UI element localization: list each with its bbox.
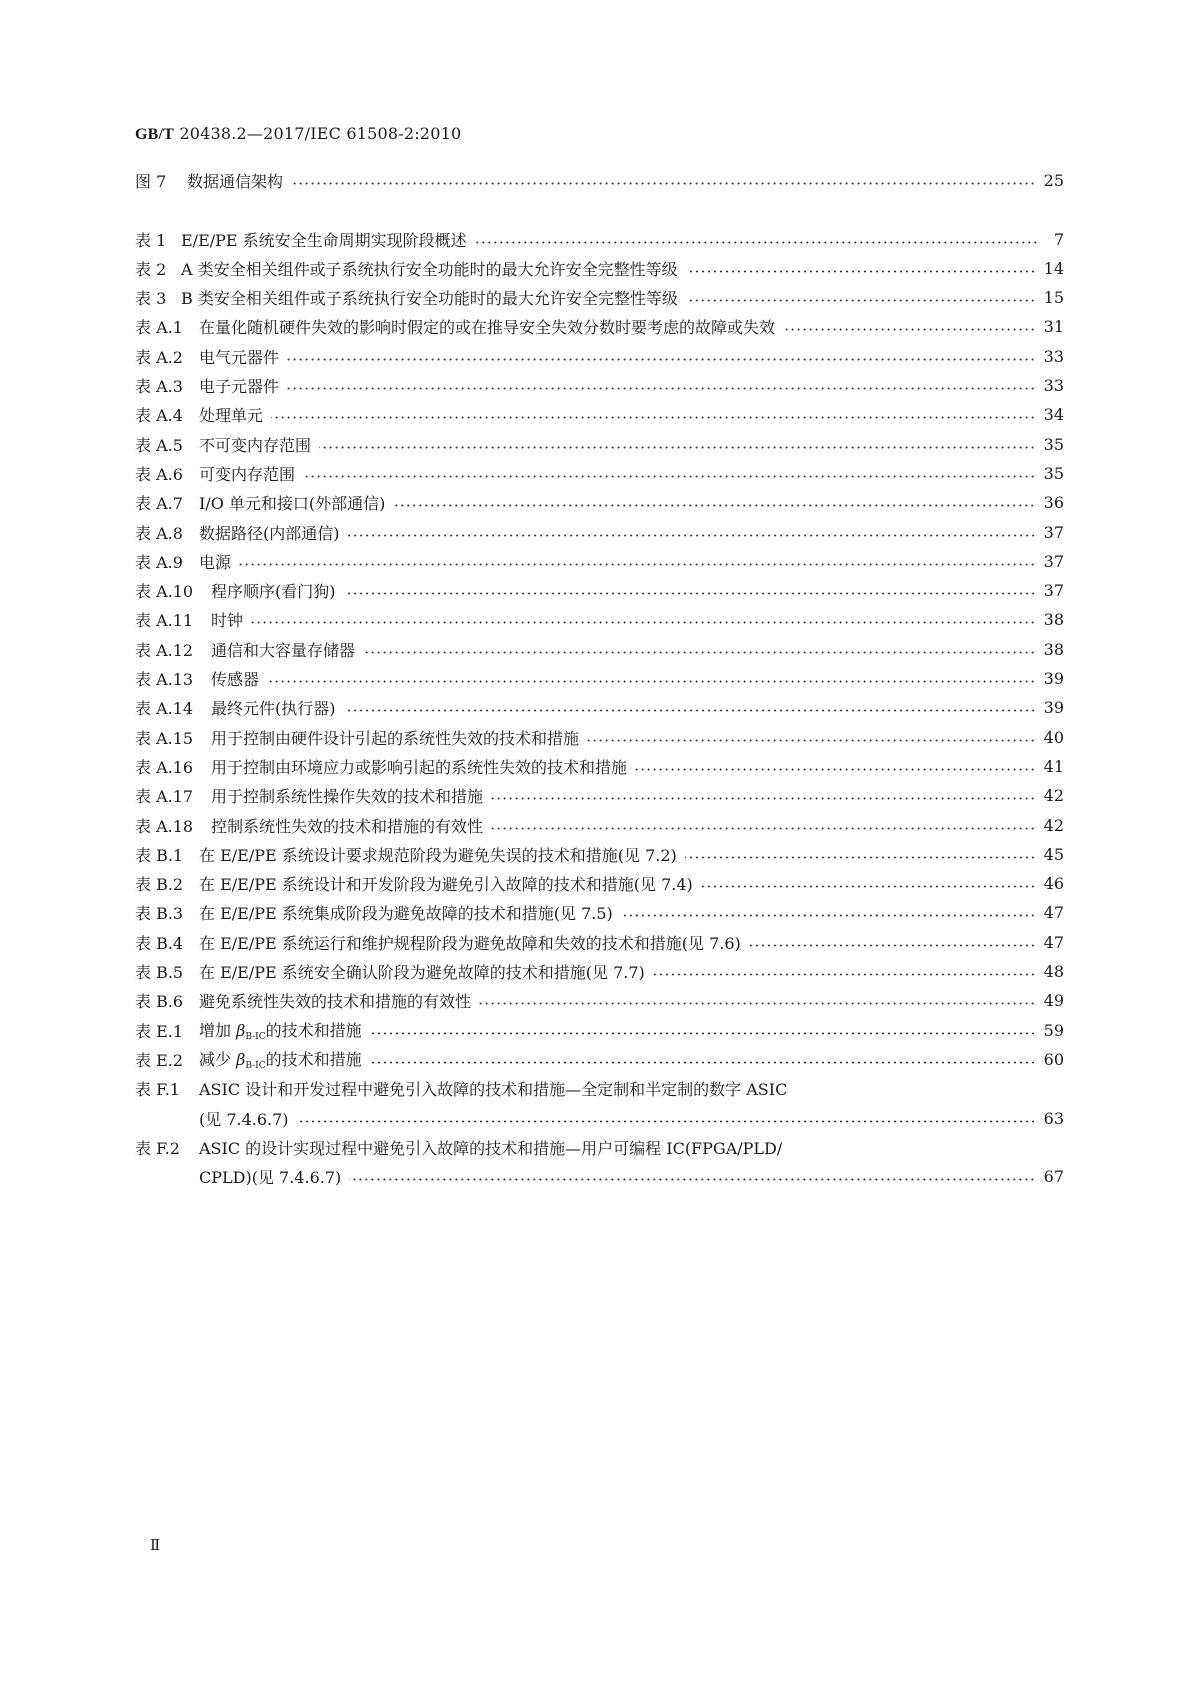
title-prefix: 增加 <box>199 1021 237 1041</box>
beta-symbol: β <box>236 1050 246 1070</box>
entry-label: 表 B.6 <box>135 992 184 1012</box>
entry-label: 表 B.5 <box>135 963 184 982</box>
toc-entry-table[interactable] <box>135 838 1064 870</box>
entry-page: 47 <box>1043 932 1064 952</box>
dot-leader <box>303 475 1036 478</box>
toc-entry-table[interactable] <box>135 663 1064 695</box>
entry-page: 34 <box>1043 405 1064 425</box>
dot-leader <box>621 914 1036 917</box>
entry-label: 表 A.11 <box>135 611 194 631</box>
entry-title: 避免系统性失效的技术和措施的有效性 <box>199 992 472 1012</box>
toc-entry-table[interactable] <box>135 282 1064 314</box>
entry-title: 控制系统性失效的技术和措施的有效性 <box>211 816 484 836</box>
entry-title: 处理单元 <box>199 406 264 426</box>
dot-leader <box>239 563 1036 566</box>
entry-page: 48 <box>1043 962 1064 981</box>
entry-label: 表 A.7 <box>135 494 183 514</box>
dot-leader <box>251 621 1036 624</box>
entry-title: 最终元件(执行器) <box>211 699 336 719</box>
entry-page: 59 <box>1043 1020 1064 1040</box>
toc-entry-table[interactable] <box>135 399 1064 431</box>
entry-title: 可变内存范围 <box>199 464 296 484</box>
entry-title: 在 E/E/PE 系统集成阶段为避免故障的技术和措施(见 7.5) <box>199 904 613 924</box>
dot-leader <box>653 973 1036 976</box>
entry-title <box>199 1018 362 1042</box>
entry-label: 表 A.5 <box>135 435 183 455</box>
entry-label: 表 B.4 <box>135 933 184 953</box>
toc-entry-table[interactable] <box>135 897 1064 929</box>
standard-number: 20438.2—2017/IEC 61508-2:2010 <box>174 124 462 143</box>
entry-page: 49 <box>1043 991 1064 1011</box>
entry-title: I/O 单元和接口(外部通信) <box>199 494 386 514</box>
entry-page: 60 <box>1043 1049 1064 1069</box>
entry-label: 表 2 <box>135 259 167 279</box>
entry-label: 表 A.8 <box>135 523 183 543</box>
dot-leader <box>287 358 1036 361</box>
entry-title: 在 E/E/PE 系统安全确认阶段为避免故障的技术和措施(见 7.7) <box>199 963 645 982</box>
dot-leader <box>267 680 1036 683</box>
dot-leader <box>348 534 1036 537</box>
toc-entry-table[interactable] <box>135 926 1064 958</box>
entry-page: 37 <box>1043 581 1064 601</box>
toc-entry-table[interactable] <box>135 868 1064 900</box>
dot-leader <box>291 182 1036 185</box>
dot-leader <box>287 387 1036 390</box>
entry-label: 表 F.2 <box>135 1138 180 1158</box>
toc-entry-table[interactable] <box>135 457 1064 489</box>
dot-leader <box>686 299 1036 302</box>
entry-page: 15 <box>1043 288 1064 308</box>
toc-entry-table[interactable] <box>135 633 1064 665</box>
entry-page: 33 <box>1043 376 1064 395</box>
entry-title: 用于控制系统性操作失效的技术和措施 <box>211 787 484 807</box>
entry-label: 表 E.1 <box>135 1021 184 1041</box>
toc-entry-table[interactable] <box>135 1043 1064 1075</box>
entry-title: 电子元器件 <box>199 377 280 396</box>
entry-label: 表 B.3 <box>135 904 184 924</box>
entry-label: 表 A.12 <box>135 640 194 660</box>
entry-title: 电气元器件 <box>199 347 280 367</box>
title-prefix: 减少 <box>199 1050 237 1070</box>
entry-label: 表 A.3 <box>135 377 183 396</box>
dot-leader <box>344 592 1036 595</box>
entry-title: 电源 <box>199 552 232 572</box>
dot-leader <box>783 328 1036 331</box>
page-number: Ⅱ <box>150 1536 161 1554</box>
toc-entry-table[interactable] <box>135 223 1064 255</box>
entry-title: 在量化随机硬件失效的影响时假定的或在推导安全失效分数时要考虑的故障或失效 <box>199 318 776 338</box>
entry-page: 35 <box>1043 434 1064 454</box>
dot-leader <box>363 651 1036 654</box>
dot-leader <box>475 241 1038 244</box>
entry-page: 35 <box>1043 463 1064 483</box>
toc-entry-table[interactable] <box>135 780 1064 812</box>
entry-title: 时钟 <box>211 611 244 631</box>
entry-label: 表 F.1 <box>135 1080 180 1100</box>
entry-title: ASIC 的设计实现过程中避免引入故障的技术和措施—用户可编程 IC(FPGA/PLD/ <box>199 1138 783 1158</box>
entry-title: E/E/PE 系统安全生命周期实现阶段概述 <box>181 230 467 250</box>
entry-title-continued: CPLD)(见 7.4.6.7) <box>199 1168 342 1188</box>
entry-page: 39 <box>1043 698 1064 718</box>
entry-page: 38 <box>1043 610 1064 630</box>
entry-page: 45 <box>1043 844 1064 864</box>
beta-symbol: β <box>236 1021 246 1041</box>
toc-entry-table[interactable] <box>135 340 1064 372</box>
entry-page: 38 <box>1043 639 1064 659</box>
entry-page: 31 <box>1043 317 1064 337</box>
entry-page: 42 <box>1043 815 1064 835</box>
entry-title: 传感器 <box>211 670 260 689</box>
toc-entry-table[interactable] <box>135 692 1064 724</box>
entry-label: 表 B.1 <box>135 845 184 865</box>
entry-page: 42 <box>1043 786 1064 806</box>
entry-title: 用于控制由环境应力或影响引起的系统性失效的技术和措施 <box>211 757 628 777</box>
entry-label: 表 A.4 <box>135 406 183 426</box>
dot-leader <box>491 797 1036 800</box>
toc-entry-table[interactable] <box>135 721 1064 753</box>
entry-label: 表 A.10 <box>135 582 194 602</box>
entry-title: A 类安全相关组件或子系统执行安全功能时的最大允许安全完整性等级 <box>181 259 678 279</box>
dot-leader <box>749 944 1036 947</box>
entry-title: 数据通信架构 <box>187 171 284 191</box>
entry-label: 表 A.14 <box>135 699 194 719</box>
dot-leader <box>370 1032 1036 1035</box>
entry-label: 表 A.17 <box>135 787 194 807</box>
toc-entry-table[interactable] <box>135 1073 1064 1105</box>
entry-page: 25 <box>1043 170 1064 190</box>
beta-subscript: B-IC <box>245 1061 266 1072</box>
entry-page: 37 <box>1043 551 1064 571</box>
entry-title: ASIC 设计和开发过程中避免引入故障的技术和措施—全定制和半定制的数字 ASIC <box>199 1080 788 1100</box>
entry-label: 表 A.13 <box>135 670 194 689</box>
entry-label: 表 A.9 <box>135 552 183 572</box>
toc-entry-table[interactable] <box>135 985 1064 1017</box>
dot-leader <box>479 1002 1036 1005</box>
dot-leader <box>344 709 1036 712</box>
entry-title: 数据路径(内部通信) <box>199 523 340 543</box>
standard-prefix: GB/T <box>135 126 175 143</box>
toc-entry-table[interactable] <box>135 545 1064 577</box>
title-suffix: 的技术和措施 <box>265 1050 362 1070</box>
dot-leader <box>271 416 1036 419</box>
entry-title: 用于控制由硬件设计引起的系统性失效的技术和措施 <box>211 728 580 748</box>
entry-page: 37 <box>1043 522 1064 542</box>
document-header <box>135 124 461 144</box>
toc-entry-table-continued[interactable] <box>135 1102 1064 1134</box>
entry-label: 表 A.1 <box>135 318 183 338</box>
entry-title: 在 E/E/PE 系统设计和开发阶段为避免引入故障的技术和措施(见 7.4) <box>199 875 693 895</box>
entry-label: 表 A.15 <box>135 728 194 748</box>
toc-entry-table[interactable] <box>135 1131 1064 1163</box>
entry-page: 14 <box>1043 258 1064 278</box>
entry-title: B 类安全相关组件或子系统执行安全功能时的最大允许安全完整性等级 <box>181 289 678 309</box>
toc-entry-table[interactable] <box>135 809 1064 841</box>
toc-entry-table-continued[interactable] <box>135 1161 1064 1193</box>
entry-title: 不可变内存范围 <box>199 435 312 455</box>
entry-label: 表 1 <box>135 230 167 250</box>
entry-page: 63 <box>1043 1108 1064 1128</box>
entry-label: 表 A.2 <box>135 347 183 367</box>
dot-leader <box>297 1120 1036 1123</box>
toc-entry-table[interactable] <box>135 1014 1064 1046</box>
dot-leader <box>635 768 1036 771</box>
dot-leader <box>319 446 1036 449</box>
title-suffix: 的技术和措施 <box>265 1021 362 1041</box>
dot-leader <box>685 856 1036 859</box>
entry-page: 36 <box>1043 493 1064 513</box>
entry-label: 表 A.6 <box>135 464 183 484</box>
dot-leader <box>370 1061 1036 1064</box>
dot-leader <box>491 827 1036 830</box>
entry-page: 67 <box>1043 1167 1064 1187</box>
toc-entry-table[interactable] <box>135 311 1064 343</box>
entry-page: 40 <box>1043 727 1064 747</box>
entry-page: 41 <box>1043 756 1064 776</box>
dot-leader <box>587 739 1036 742</box>
entry-page: 47 <box>1043 903 1064 923</box>
entry-title: 在 E/E/PE 系统运行和维护规程阶段为避免故障和失效的技术和措施(见 7.6) <box>199 933 741 953</box>
toc-entry-table[interactable] <box>135 428 1064 460</box>
entry-label: 表 3 <box>135 289 167 309</box>
toc-entry-table[interactable] <box>135 370 1064 402</box>
toc-entry-table[interactable] <box>135 575 1064 607</box>
entry-title: 在 E/E/PE 系统设计要求规范阶段为避免失误的技术和措施(见 7.2) <box>199 845 677 865</box>
entry-title-continued: (见 7.4.6.7) <box>199 1109 289 1129</box>
entry-page: 46 <box>1043 874 1064 894</box>
entry-label: 表 B.2 <box>135 875 184 895</box>
toc-entry-table[interactable] <box>135 750 1064 782</box>
beta-subscript: B-IC <box>245 1032 266 1043</box>
toc-entry-table[interactable] <box>135 956 1064 988</box>
dot-leader <box>393 504 1035 507</box>
entry-label: 表 A.18 <box>135 816 194 836</box>
entry-page: 39 <box>1043 669 1064 688</box>
dot-leader <box>349 1178 1035 1181</box>
toc-entry-figure[interactable] <box>135 164 1064 196</box>
toc-entry-table[interactable] <box>135 516 1064 548</box>
toc-entry-table[interactable] <box>135 487 1064 519</box>
dot-leader <box>686 270 1036 273</box>
entry-label: 表 A.16 <box>135 757 194 777</box>
entry-page: 33 <box>1043 346 1064 366</box>
toc-entry-table[interactable] <box>135 252 1064 284</box>
toc-entry-table[interactable] <box>135 604 1064 636</box>
entry-label: 表 E.2 <box>135 1050 184 1070</box>
entry-title: 通信和大容量存储器 <box>211 640 356 660</box>
entry-page: 7 <box>1053 229 1064 249</box>
entry-label: 图 7 <box>135 171 167 191</box>
dot-leader <box>701 885 1036 888</box>
entry-title <box>199 1047 362 1071</box>
entry-title: 程序顺序(看门狗) <box>211 582 336 602</box>
